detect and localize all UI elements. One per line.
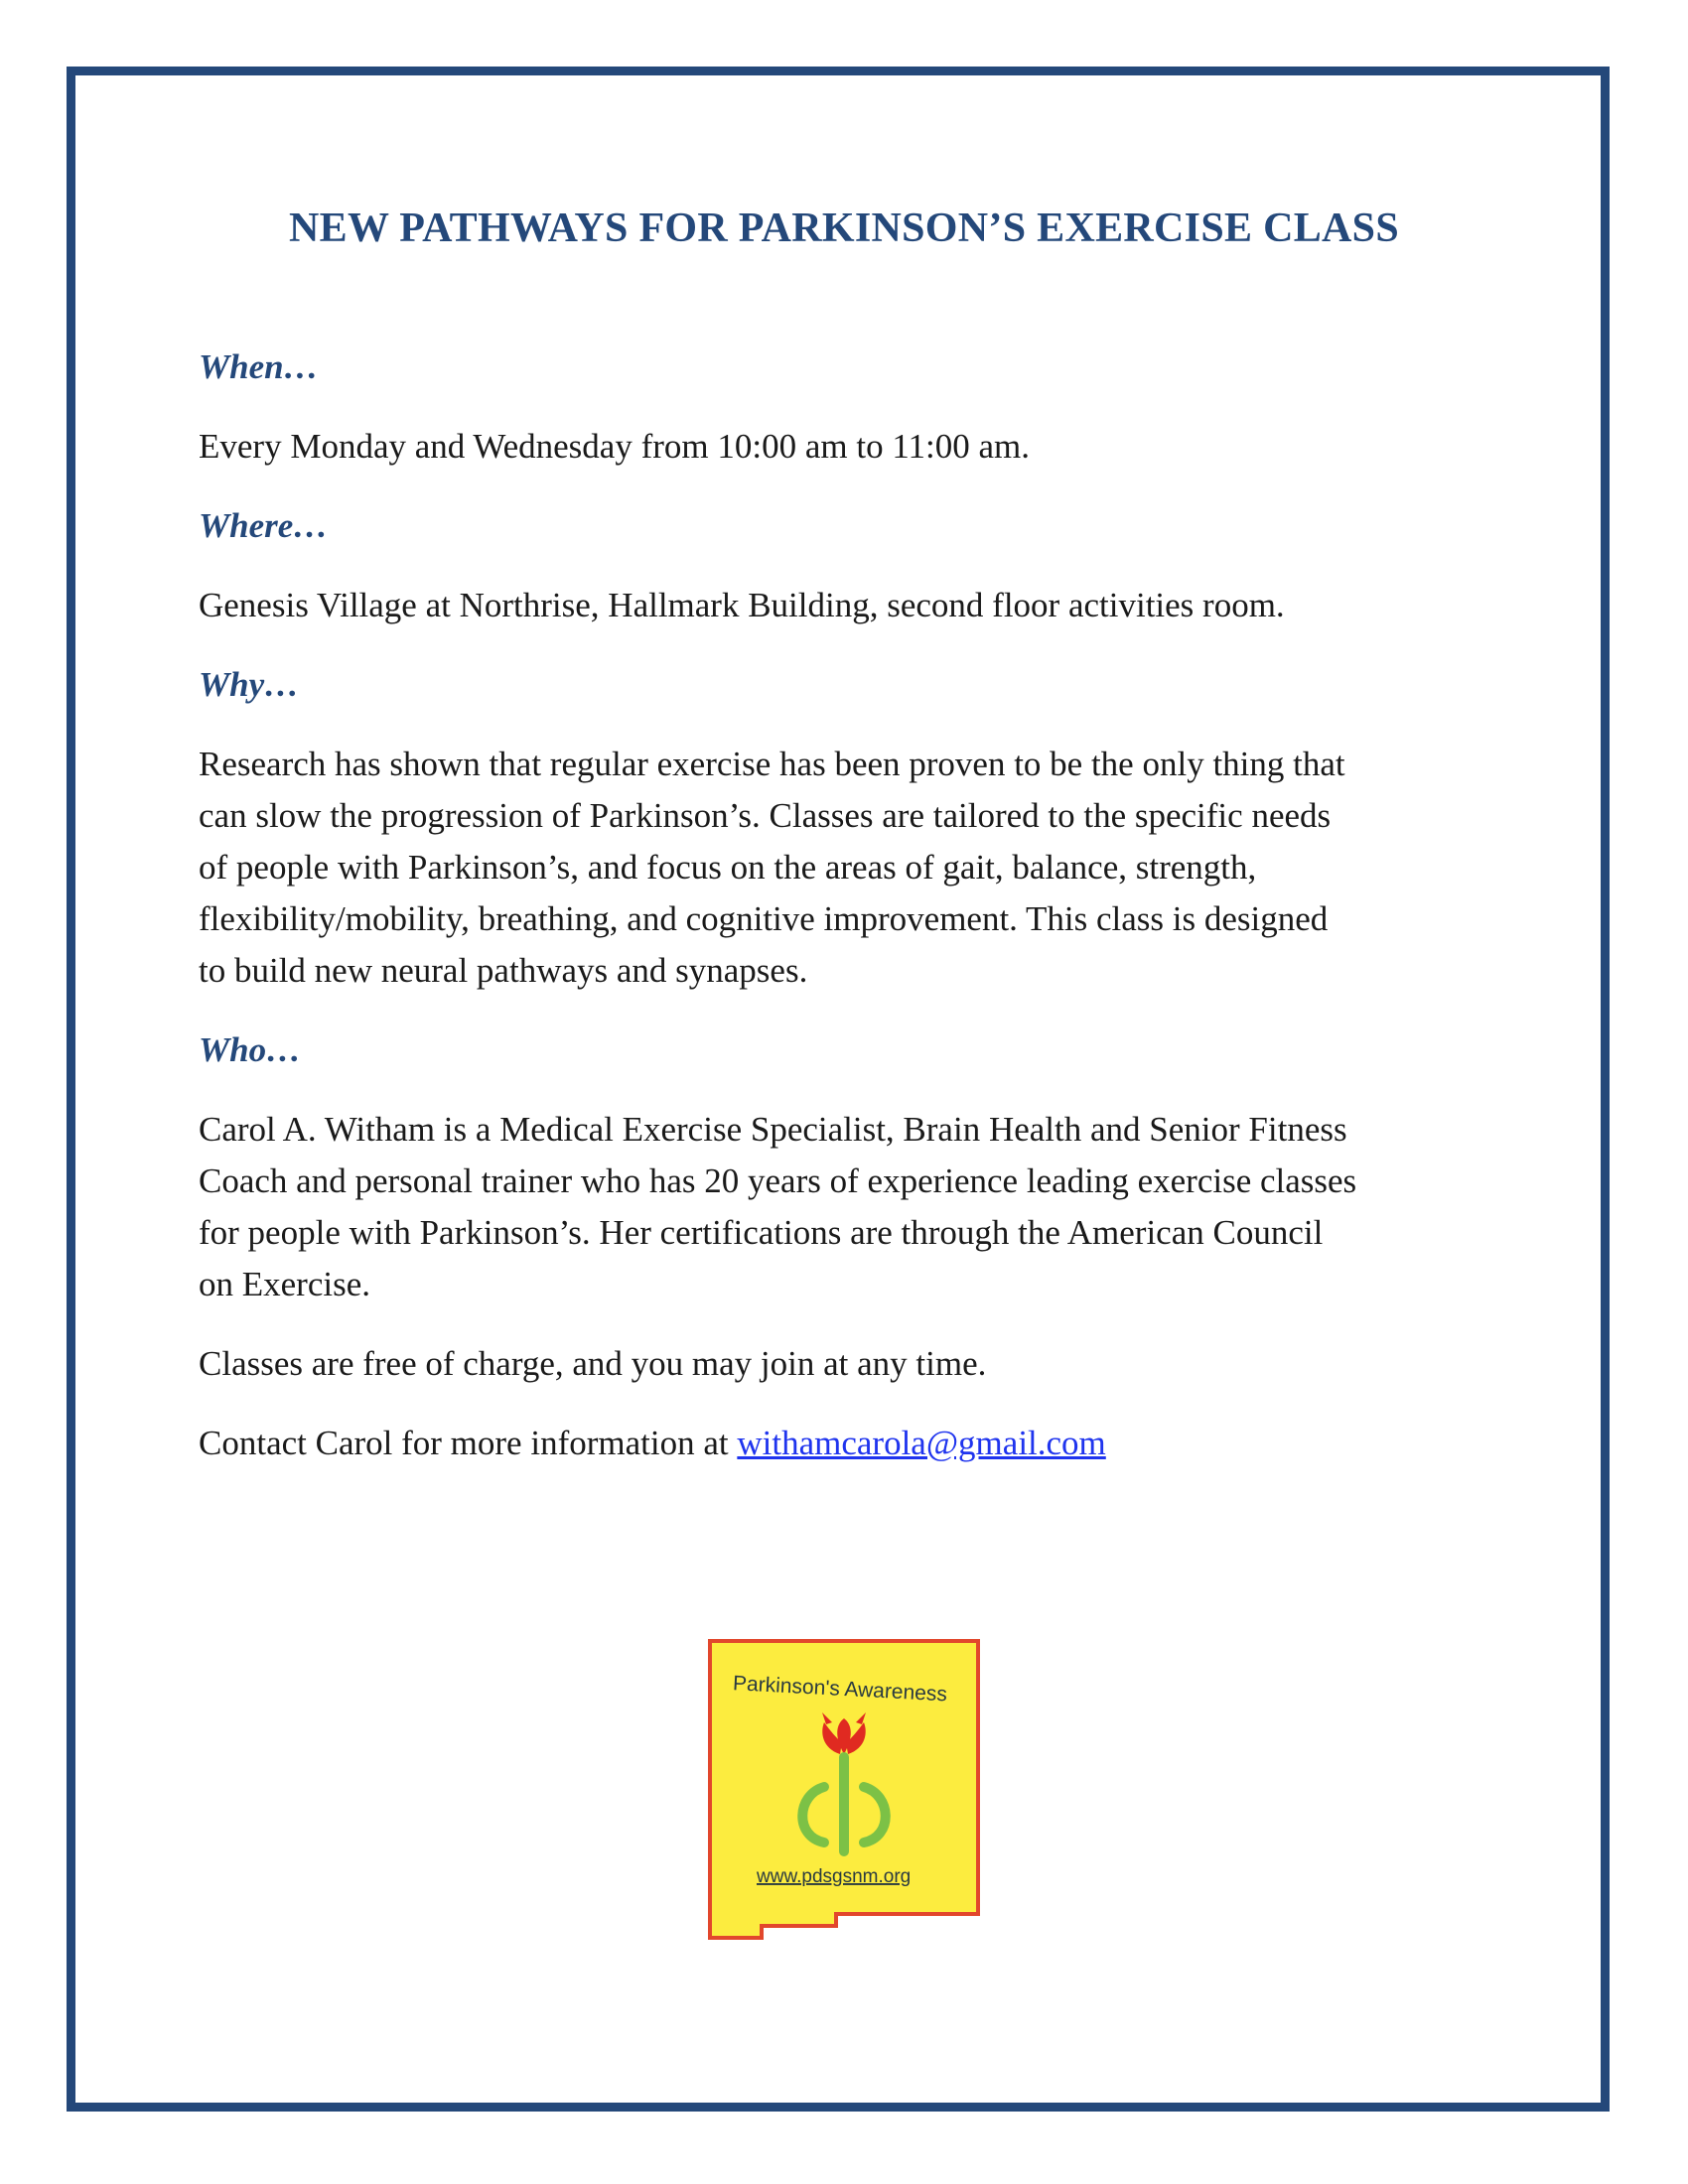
email-link[interactable]: withamcarola@gmail.com xyxy=(737,1424,1106,1462)
why-line: can slow the progression of Parkinson’s. Classes are tailored to the specific needs xyxy=(199,796,1332,835)
why-line: to build new neural pathways and synapses. xyxy=(199,951,808,990)
why-line: flexibility/mobility, breathing, and cognitive improvement. This class is designed xyxy=(199,899,1329,938)
why-line: of people with Parkinson’s, and focus on the areas of gait, balance, strength, xyxy=(199,848,1257,887)
free-of-charge-text: Classes are free of charge, and you may join at any time. xyxy=(199,1344,987,1383)
where-text: Genesis Village at Northrise, Hallmark Building, second floor activities room. xyxy=(199,586,1285,624)
who-line: Carol A. Witham is a Medical Exercise Specialist, Brain Health and Senior Fitness xyxy=(199,1110,1347,1149)
contact-prefix: Contact Carol for more information at xyxy=(199,1424,738,1462)
why-line: Research has shown that regular exercise has been proven to be the only thing that xyxy=(199,745,1345,783)
who-line: on Exercise. xyxy=(199,1265,370,1303)
why-heading: Why… xyxy=(199,665,300,704)
who-line: for people with Parkinson’s. Her certifications are through the American Council xyxy=(199,1213,1324,1252)
where-heading: Where… xyxy=(199,506,329,545)
page-title: NEW PATHWAYS FOR PARKINSON’S EXERCISE CLASS xyxy=(289,205,1399,252)
logo-title: Parkinson's Awareness xyxy=(732,1672,948,1706)
who-heading: Who… xyxy=(199,1030,302,1069)
parkinsons-awareness-logo xyxy=(707,1638,981,1944)
logo-url: www.pdsgsnm.org xyxy=(757,1866,912,1887)
who-line: Coach and personal trainer who has 20 years of experience leading exercise classes xyxy=(199,1161,1357,1200)
contact-line xyxy=(199,1418,1509,1469)
document-body xyxy=(199,341,1509,1469)
who-paragraph xyxy=(199,1104,1509,1310)
when-heading: When… xyxy=(199,347,319,386)
why-paragraph xyxy=(199,739,1509,997)
when-text: Every Monday and Wednesday from 10:00 am to 11:00 am. xyxy=(199,427,1031,466)
